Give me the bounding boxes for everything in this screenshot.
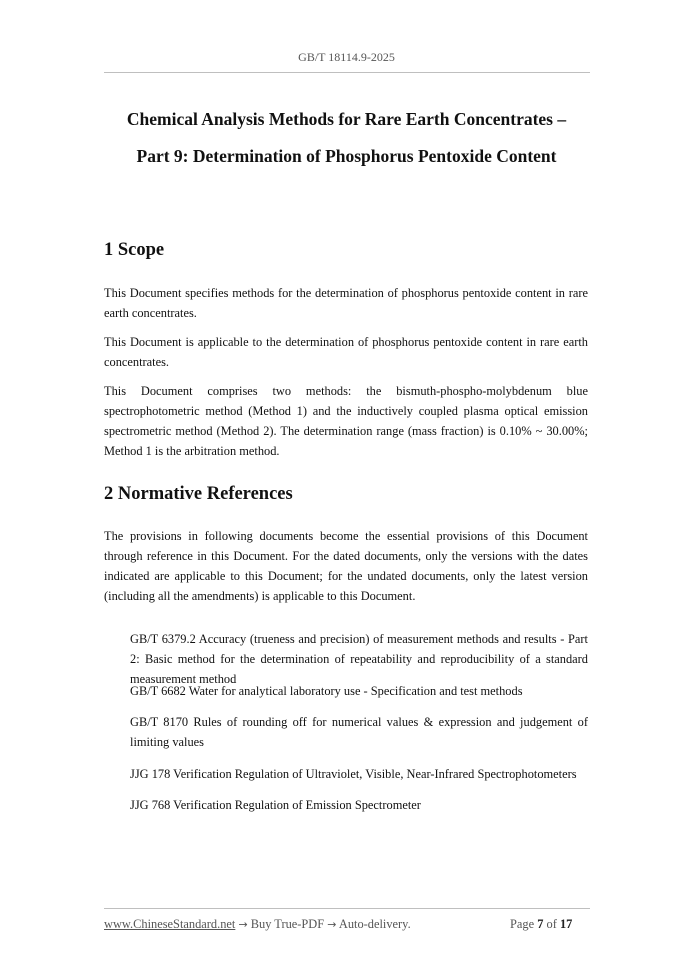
reference-item: GB/T 8170 Rules of rounding off for numerical values & expression and judgement of limiting values <box>130 715 588 749</box>
arrow-right-icon: → <box>238 918 248 931</box>
reference-item: GB/T 6379.2 Accuracy (trueness and precision) of measurement methods and results - Part 2: Basic method for the determination of repeatability and reproducibility of a standard measurement method <box>130 632 588 686</box>
section-heading-normative-references: 2 Normative References <box>104 484 293 504</box>
page-label: Page <box>510 917 535 931</box>
arrow-right-icon: → <box>327 918 337 931</box>
footer-promo <box>104 917 411 932</box>
site-link[interactable]: www.ChineseStandard.net <box>104 917 236 931</box>
footer-divider <box>104 908 590 909</box>
auto-delivery-text: Auto-delivery. <box>338 917 411 931</box>
scope-paragraph-3: This Document comprises two methods: the bismuth-phospho-molybdenum blue spectrophotometric method (Method 1) and the inductively coupled plasma optical emission spectrometric method (Method 2). The determination range (mass fraction) is 0.10% ~ 30.00%; Method 1 is the arbitration method. <box>104 384 588 458</box>
scope-paragraph-2: This Document is applicable to the determination of phosphorus pentoxide content in rare earth concentrates. <box>104 335 588 369</box>
header-divider <box>104 72 590 73</box>
document-title <box>60 101 633 175</box>
current-page-number: 7 <box>537 917 544 931</box>
normative-intro-paragraph: The provisions in following documents become the essential provisions of this Document through reference in this Document. For the dated documents, only the versions with the dates indicated are applicable to this Document; for the undated documents, only the latest version (including all the amendments) is applicable to this Document. <box>104 529 588 603</box>
reference-item: JJG 178 Verification Regulation of Ultraviolet, Visible, Near-Infrared Spectrophotometers <box>130 767 577 781</box>
page-indicator <box>510 917 572 932</box>
title-line-1: Chemical Analysis Methods for Rare Earth Concentrates – <box>126 109 567 129</box>
buy-true-pdf-text: Buy True-PDF <box>250 917 325 931</box>
of-label: of <box>546 917 557 931</box>
section-heading-scope: 1 Scope <box>104 240 165 260</box>
reference-item: JJG 768 Verification Regulation of Emission Spectrometer <box>130 798 421 812</box>
total-page-number: 17 <box>559 917 573 931</box>
title-line-2: Part 9: Determination of Phosphorus Pentoxide Content <box>136 146 557 166</box>
scope-paragraph-1: This Document specifies methods for the determination of phosphorus pentoxide content in rare earth concentrates. <box>104 286 588 320</box>
standard-number: GB/T 18114.9-2025 <box>298 50 395 64</box>
reference-item: GB/T 6682 Water for analytical laboratory use - Specification and test methods <box>130 684 523 698</box>
